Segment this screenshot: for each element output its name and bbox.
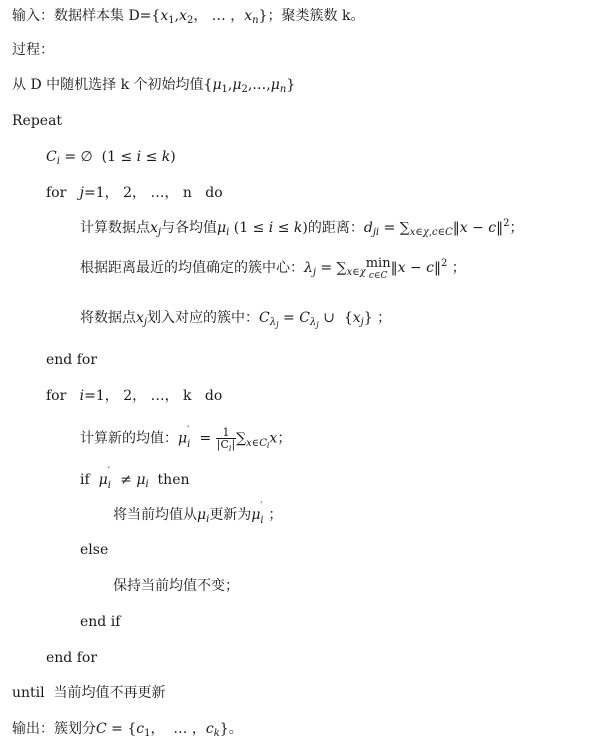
init-line: 从 D 中随机选择 k 个初始均值$\{\mu_1,\mu_2,\dots,\mu_n\}$ <box>12 77 296 95</box>
fraction: $\frac{1}{|C_i|}$ <box>216 426 236 453</box>
until-line: until 当前均值不再更新 <box>12 685 166 701</box>
keep-mean-line: 保持当前均值不变； <box>113 578 239 594</box>
assign-line: 将数据点$x_j$划入对应的簇中：$C_{\lambda_j} = C_{\lambda_j}$ ∪ $\{x_j\}$ ； <box>80 310 392 329</box>
compute-distance-line: 计算数据点$x_j$与各均值$\mu_i$ (1 ≤ i ≤ k)的距离：$d_{ji}$ = $\sum_{x\in\chi,c\in C}‖x$ − c‖$^2$； <box>80 218 524 238</box>
compute-new-mean-line: 计算新的均值：μ ′ i = $\frac{1}{|C_i|}$ $\sum_{x\in C_i}x$； <box>80 424 292 453</box>
else-keyword: else <box>80 542 109 558</box>
process-label: 过程： <box>12 42 54 58</box>
ci-empty-line: $C_i$ = ∅ (1 ≤ i ≤ k) <box>46 149 176 167</box>
determine-cluster-line: 根据距离最近的均值确定的簇中心：$\lambda_j = \sum_{x\in\chi}$ min c∈C ‖x − c‖$^2$ ； <box>80 256 466 281</box>
output-line: 输出：簇划分$C = \{c_1$， … ，$c_k$}。 <box>12 721 243 739</box>
repeat-keyword: Repeat <box>12 113 63 129</box>
for-i-line: for i=1， 2， …， k do <box>46 388 223 404</box>
input-label: 输入：数据样本集 D= <box>12 8 152 24</box>
end-for-1: end for <box>46 352 98 368</box>
end-for-2: end for <box>46 650 98 666</box>
min-operator: min c∈C <box>365 256 391 281</box>
update-mean-line: 将当前均值从$\mu_i$更新为μ ′ i ； <box>113 501 283 526</box>
end-if: end if <box>80 614 121 630</box>
if-line: if μ ′ i ≠ $\mu_i$ then <box>80 466 190 491</box>
for-j-line: for j=1， 2， …， n do <box>46 185 223 201</box>
input-line: 输入：数据样本集 $D=\{x_1,x_2$， … ，$x_n$}；聚类簇数 k。 <box>12 8 365 26</box>
